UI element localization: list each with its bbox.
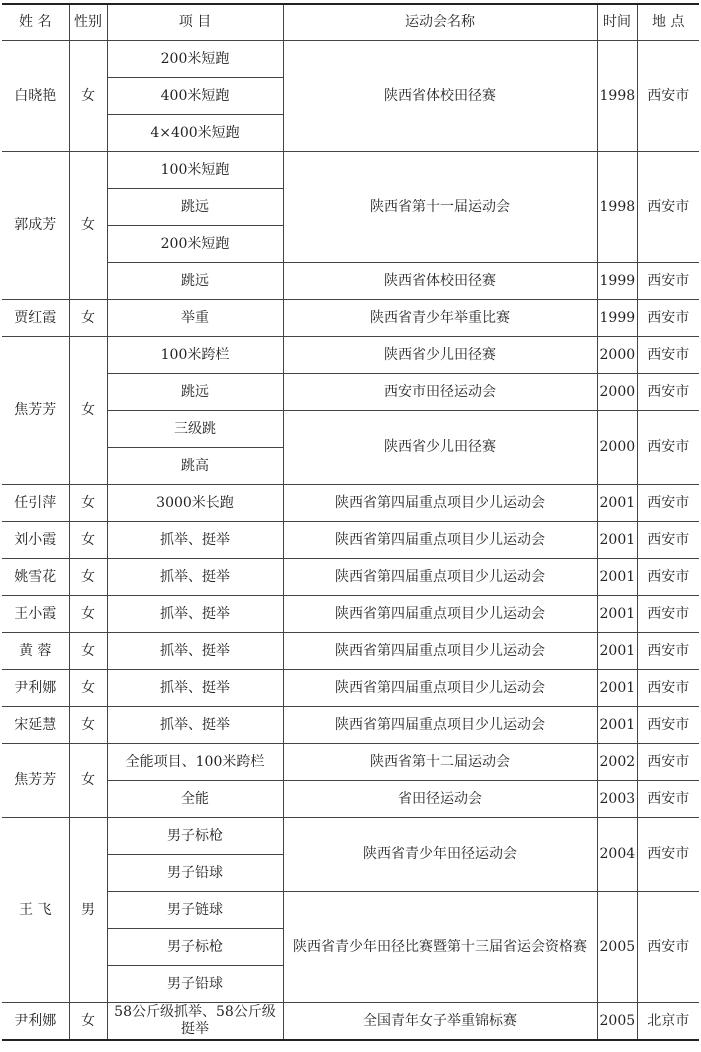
- table-row: [2, 41, 699, 78]
- athlete-name: 刘小霞: [2, 522, 69, 559]
- athlete-name: 宋延慧: [2, 707, 69, 744]
- header-place: 地 点: [637, 4, 699, 41]
- event-cell: 抓举、挺举: [107, 596, 283, 633]
- table-row: [2, 559, 699, 596]
- event-cell: 跳远: [107, 189, 283, 226]
- athlete-name: 焦芳芳: [2, 337, 69, 485]
- table-row: [2, 522, 699, 559]
- meet-cell: 陕西省第四届重点项目少儿运动会: [283, 670, 597, 707]
- place-cell: 西安市: [637, 707, 699, 744]
- year-cell: 2000: [597, 337, 637, 374]
- header-meet: 运动会名称: [283, 4, 597, 41]
- year-cell: 2001: [597, 559, 637, 596]
- year-cell: 1999: [597, 300, 637, 337]
- event-cell: 跳远: [107, 263, 283, 300]
- place-cell: 西安市: [637, 892, 699, 1003]
- year-cell: 2004: [597, 818, 637, 892]
- year-cell: 2003: [597, 781, 637, 818]
- event-cell: 全能项目、100米跨栏: [107, 744, 283, 781]
- meet-cell: 西安市田径运动会: [283, 374, 597, 411]
- athlete-gender: 女: [69, 485, 107, 522]
- place-cell: 西安市: [637, 522, 699, 559]
- table-row: [2, 337, 699, 374]
- year-cell: 1998: [597, 41, 637, 152]
- event-cell: 男子链球: [107, 892, 283, 929]
- place-cell: 西安市: [637, 411, 699, 485]
- table-row: [2, 1003, 699, 1041]
- meet-cell: 陕西省第四届重点项目少儿运动会: [283, 485, 597, 522]
- place-cell: 西安市: [637, 744, 699, 781]
- event-cell: 全能: [107, 781, 283, 818]
- athlete-name: 王小霞: [2, 596, 69, 633]
- athlete-name: 姚雪花: [2, 559, 69, 596]
- place-cell: 西安市: [637, 596, 699, 633]
- place-cell: 西安市: [637, 818, 699, 892]
- year-cell: 2001: [597, 596, 637, 633]
- place-cell: 西安市: [637, 485, 699, 522]
- year-cell: 2000: [597, 411, 637, 485]
- athlete-gender: 女: [69, 41, 107, 152]
- place-cell: 西安市: [637, 152, 699, 263]
- table-row: [2, 892, 699, 929]
- athlete-name: 黄 蓉: [2, 633, 69, 670]
- place-cell: 西安市: [637, 670, 699, 707]
- athlete-gender: 女: [69, 707, 107, 744]
- table-row: [2, 485, 699, 522]
- event-cell: 100米跨栏: [107, 337, 283, 374]
- table-row: [2, 744, 699, 781]
- event-cell: 男子铅球: [107, 966, 283, 1003]
- year-cell: 2002: [597, 744, 637, 781]
- year-cell: 2001: [597, 633, 637, 670]
- athlete-gender: 女: [69, 670, 107, 707]
- table-row: [2, 596, 699, 633]
- event-cell: 400米短跑: [107, 78, 283, 115]
- records-table: [2, 3, 699, 1041]
- event-cell: 抓举、挺举: [107, 559, 283, 596]
- athlete-gender: 女: [69, 633, 107, 670]
- year-cell: 2005: [597, 892, 637, 1003]
- event-cell: 男子铅球: [107, 855, 283, 892]
- event-cell: 举重: [107, 300, 283, 337]
- athlete-name: 白晓艳: [2, 41, 69, 152]
- year-cell: 2001: [597, 522, 637, 559]
- place-cell: 西安市: [637, 559, 699, 596]
- meet-cell: 全国青年女子举重锦标赛: [283, 1003, 597, 1041]
- athlete-gender: 女: [69, 522, 107, 559]
- meet-cell: 陕西省第十二届运动会: [283, 744, 597, 781]
- place-cell: 西安市: [637, 633, 699, 670]
- table-row: [2, 670, 699, 707]
- event-cell: 100米短跑: [107, 152, 283, 189]
- athlete-gender: 女: [69, 300, 107, 337]
- event-cell: 跳高: [107, 448, 283, 485]
- meet-cell: 陕西省第十一届运动会: [283, 152, 597, 263]
- event-cell: 3000米长跑: [107, 485, 283, 522]
- event-cell: 4×400米短跑: [107, 115, 283, 152]
- athlete-gender: 女: [69, 596, 107, 633]
- meet-cell: 陕西省体校田径赛: [283, 263, 597, 300]
- table-row: [2, 411, 699, 448]
- place-cell: 西安市: [637, 41, 699, 152]
- year-cell: 2001: [597, 670, 637, 707]
- meet-cell: 陕西省第四届重点项目少儿运动会: [283, 707, 597, 744]
- meet-cell: 陕西省第四届重点项目少儿运动会: [283, 522, 597, 559]
- athlete-name: 尹利娜: [2, 1003, 69, 1041]
- athlete-name: 焦芳芳: [2, 744, 69, 818]
- meet-cell: 陕西省少儿田径赛: [283, 411, 597, 485]
- meet-cell: 陕西省第四届重点项目少儿运动会: [283, 596, 597, 633]
- table-row: [2, 152, 699, 189]
- table-row: [2, 818, 699, 855]
- athlete-name: 郭成芳: [2, 152, 69, 300]
- meet-cell: 陕西省青少年举重比赛: [283, 300, 597, 337]
- event-cell: 抓举、挺举: [107, 633, 283, 670]
- meet-cell: 陕西省第四届重点项目少儿运动会: [283, 559, 597, 596]
- event-cell: 三级跳: [107, 411, 283, 448]
- athlete-name: 王 飞: [2, 818, 69, 1003]
- meet-cell: 陕西省第四届重点项目少儿运动会: [283, 633, 597, 670]
- athlete-gender: 女: [69, 337, 107, 485]
- table-row: [2, 633, 699, 670]
- year-cell: 2000: [597, 374, 637, 411]
- meet-cell: 陕西省青少年田径运动会: [283, 818, 597, 892]
- athlete-name: 任引萍: [2, 485, 69, 522]
- table-row: [2, 781, 699, 818]
- year-cell: 2001: [597, 485, 637, 522]
- header-event: 项 目: [107, 4, 283, 41]
- table-row: [2, 707, 699, 744]
- event-cell: 抓举、挺举: [107, 707, 283, 744]
- header-gender: 性别: [69, 4, 107, 41]
- place-cell: 北京市: [637, 1003, 699, 1041]
- athlete-gender: 男: [69, 818, 107, 1003]
- athlete-gender: 女: [69, 1003, 107, 1041]
- athlete-gender: 女: [69, 744, 107, 818]
- event-cell: 58公斤级抓举、58公斤级挺举: [107, 1003, 283, 1041]
- meet-cell: 陕西省少儿田径赛: [283, 337, 597, 374]
- event-cell: 抓举、挺举: [107, 670, 283, 707]
- header-row: [2, 4, 699, 41]
- table-row: [2, 300, 699, 337]
- table-row: [2, 374, 699, 411]
- event-cell: 200米短跑: [107, 226, 283, 263]
- place-cell: 西安市: [637, 263, 699, 300]
- year-cell: 2001: [597, 707, 637, 744]
- athlete-name: 尹利娜: [2, 670, 69, 707]
- header-year: 时间: [597, 4, 637, 41]
- event-cell: 200米短跑: [107, 41, 283, 78]
- year-cell: 1999: [597, 263, 637, 300]
- event-cell: 抓举、挺举: [107, 522, 283, 559]
- place-cell: 西安市: [637, 374, 699, 411]
- meet-cell: 陕西省体校田径赛: [283, 41, 597, 152]
- event-cell: 跳远: [107, 374, 283, 411]
- event-cell: 男子标枪: [107, 818, 283, 855]
- year-cell: 1998: [597, 152, 637, 263]
- athlete-name: 贾红霞: [2, 300, 69, 337]
- place-cell: 西安市: [637, 781, 699, 818]
- meet-cell: 省田径运动会: [283, 781, 597, 818]
- athlete-gender: 女: [69, 152, 107, 300]
- meet-cell: 陕西省青少年田径比赛暨第十三届省运会资格赛: [283, 892, 597, 1003]
- athlete-gender: 女: [69, 559, 107, 596]
- year-cell: 2005: [597, 1003, 637, 1041]
- place-cell: 西安市: [637, 300, 699, 337]
- table-row: [2, 263, 699, 300]
- header-name: 姓 名: [2, 4, 69, 41]
- event-cell: 男子标枪: [107, 929, 283, 966]
- place-cell: 西安市: [637, 337, 699, 374]
